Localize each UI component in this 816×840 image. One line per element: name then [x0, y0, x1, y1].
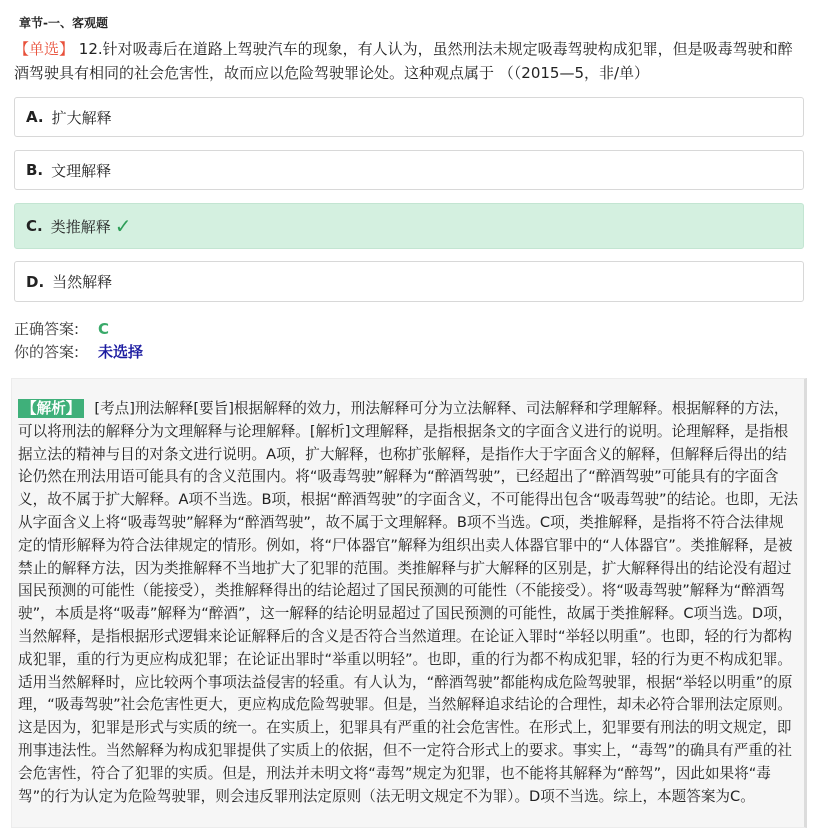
option-text: 扩大解释 — [51, 108, 112, 127]
analysis-text: [考点]刑法解释[要旨]根据解释的效力，刑法解释可分为立法解释、司法解释和学理解释。根据解释的方法，可以将刑法的解释分为文理解释与论理解释。[解析]文理解释，是指根据条文的字面含义进行的说明。论理解释，是指根据立法的精神与目的对条文进行说明。A项，扩大解释，也称扩张解释，是指作大于字面含义的解释，但解释后得出的结论仍然在刑法用语可能具有的含义范围内。将“吸毒驾驶”解释为“醉酒驾驶”，已经超出了“醉酒驾驶”可能具有的字面含义，故不属于扩大解释。A项不当选。B项，根据“醉酒驾驶”的字面含义，不可能得出包含“吸毒驾驶”的结论。也即，无法从字面含义上将“吸毒驾驶”解释为“醉酒驾驶”，故不属于文理解释。B项不当选。C项，类推解释，是指将不符合法律规定的情形解释为符合法律规定的情形。例如，将“尸体器官”解释为组织出卖人体器官罪中的“人体器官”。类推解释，是被禁止的解释方法，因为类推解释不当地扩大了犯罪的范围。类推解释与扩大解释的区别是，扩大解释得出的结论没有超过国民预测的可能性（能接受），类推解释得出的结论超过了国民预测的可能性（不能接受）。将“吸毒驾驶”解释为“醉酒驾驶”，本质是将“吸毒”解释为“醉酒”，这一解释的结论明显超过了国民预测的可能性，故属于类推解释。C项当选。D项，当然解释，是指根据形式逻辑来论证解释后的含义是否符合当然道理。在论证入罪时“举轻以明重”。也即，轻的行为都构成犯罪，重的行为更应构成犯罪；在论证出罪时“举重以明轻”。也即，重的行为都不构成犯罪，轻的行为更不构成犯罪。适用当然解释时，应比较两个事项法益侵害的轻重。有人认为，“醉酒驾驶”都能构成危险驾驶罪，根据“举轻以明重”的原理，“吸毒驾驶”社会危害性更大，更应构成危险驾驶罪。但是，当然解释追求结论的合理性，却未必符合罪刑法定原则。这是因为，犯罪是形式与实质的统一。在实质上，犯罪具有严重的社会危害性。在形式上，犯罪要有刑法的明文规定，即刑事违法性。当然解释为构成犯罪提供了实质上的依据，但不一定符合形式上的要求。事实上，“毒驾”的确具有严重的社会危害性，符合了犯罪的实质。但是，刑法并未明文将“毒驾”规定为犯罪，也不能将其解释为“醉驾”，因此如果将“毒驾”的行为认定为危险驾驶罪，则会违反罪刑法定原则（法无明文规定不为罪）。D项不当选。综上，本题答案为C。 — [18, 400, 798, 805]
option-letter: C. — [26, 217, 43, 235]
correct-answer-row — [14, 318, 143, 341]
option-letter: A. — [26, 108, 44, 126]
checkmark-icon: ✓ — [114, 214, 132, 238]
option-a[interactable] — [14, 97, 804, 137]
answer-summary — [14, 318, 143, 364]
option-letter: D. — [26, 272, 45, 291]
your-answer-value: 未选择 — [98, 343, 144, 361]
question-type-badge: 【单选】 — [14, 40, 75, 58]
your-answer-row — [14, 341, 143, 364]
option-letter: B. — [26, 161, 44, 179]
your-answer-label: 你的答案: — [14, 343, 80, 361]
option-b[interactable] — [14, 150, 804, 190]
analysis-panel — [11, 378, 807, 828]
option-text: 文理解释 — [51, 161, 112, 180]
option-c[interactable] — [14, 203, 804, 249]
question-stem — [14, 37, 802, 85]
option-text: 当然解释 — [52, 273, 113, 291]
chapter-title: 章节-一、客观题 — [19, 16, 108, 30]
option-d[interactable] — [14, 261, 804, 302]
question-text: 12.针对吸毒后在道路上驾驶汽车的现象，有人认为，虽然刑法未规定吸毒驾驶构成犯罪，但是吸毒驾驶和醉酒驾驶具有相同的社会危害性，故而应以危险驾驶罪论处。这种观点属于 （（2015—5，非/单） — [14, 40, 793, 82]
analysis-tag: 【解析】 — [18, 399, 84, 418]
correct-answer-label: 正确答案: — [14, 320, 80, 338]
correct-answer-value: C — [98, 320, 110, 338]
option-text: 类推解释 — [50, 217, 111, 236]
